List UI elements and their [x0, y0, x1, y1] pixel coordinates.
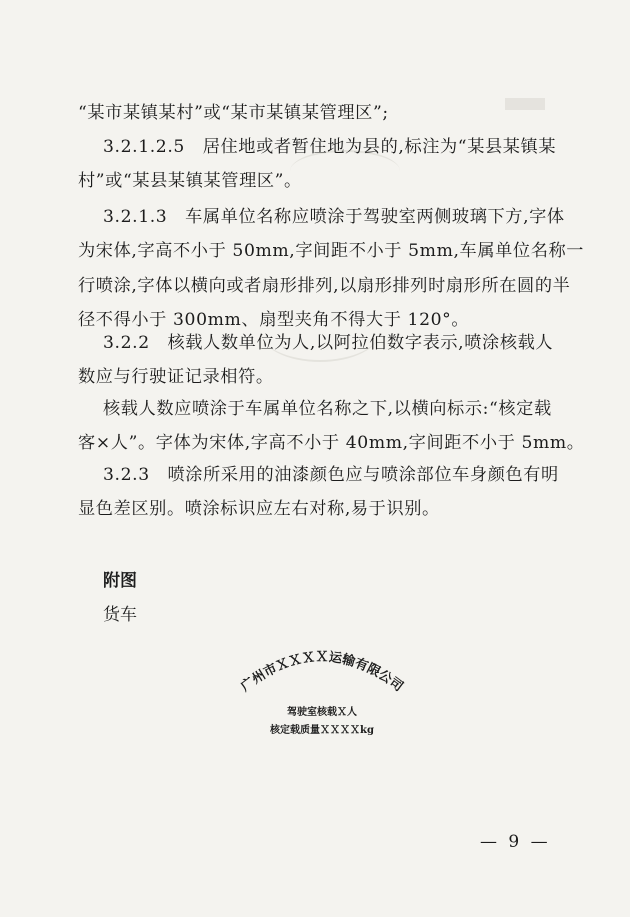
text-line: 行喷涂,字体以横向或者扇形排列,以扇形排列时扇形所在圆的半 [78, 275, 571, 296]
text-line: 显色差区别。喷涂标识应左右对称,易于识别。 [78, 499, 440, 520]
text-line: 径不得小于 300mm、扇型夹角不得大于 120°。 [78, 310, 470, 331]
text-line: 客×人”。字体为宋体,字高不小于 40mm,字间距不小于 5mm。 [78, 433, 585, 454]
figure-heading: 附图 [103, 571, 137, 591]
text-line: 3.2.2 核载人数单位为人,以阿拉伯数字表示,喷涂核载人 [103, 333, 554, 353]
text-line: 核载人数应喷涂于车属单位名称之下,以横向标示:“核定载 [103, 399, 552, 419]
seat-capacity-text: 驾驶室核载Ｘ人 [287, 707, 357, 718]
page-number: — 9 — [480, 832, 551, 852]
paragraph-6 [78, 458, 559, 527]
paragraph-1 [78, 96, 556, 130]
company-name-arc-text: 广州市ＸＸＸＸ运输有限公司 [238, 650, 406, 695]
text-line: 3.2.3 喷涂所采用的油漆颜色应与喷涂部位车身颜色有明 [103, 465, 559, 485]
text-line: “某市某镇某村”或“某市某镇某管理区”; [78, 103, 389, 123]
text-line: 村”或“某县某镇某管理区”。 [78, 171, 302, 192]
text-line: 3.2.1.3 车属单位名称应喷涂于驾驶室两侧玻璃下方,字体 [103, 207, 565, 227]
text-line: 数应与行驶证记录相符。 [78, 367, 274, 388]
paragraph-3 [78, 200, 585, 338]
paragraph-4 [78, 326, 556, 395]
text-line: 3.2.1.2.5 居住地或者暂住地为县的,标注为“某县某镇某 [103, 137, 557, 157]
paragraph-5 [78, 392, 585, 461]
load-capacity-text: 核定载质量ＸＸＸＸkg [270, 725, 374, 736]
paragraph-2 [78, 130, 556, 199]
figure-subheading: 货车 [103, 605, 137, 625]
truck-marking-illustration [215, 632, 430, 772]
text-line: 为宋体,字高不小于 50mm,字间距不小于 5mm,车属单位名称一 [78, 241, 585, 262]
